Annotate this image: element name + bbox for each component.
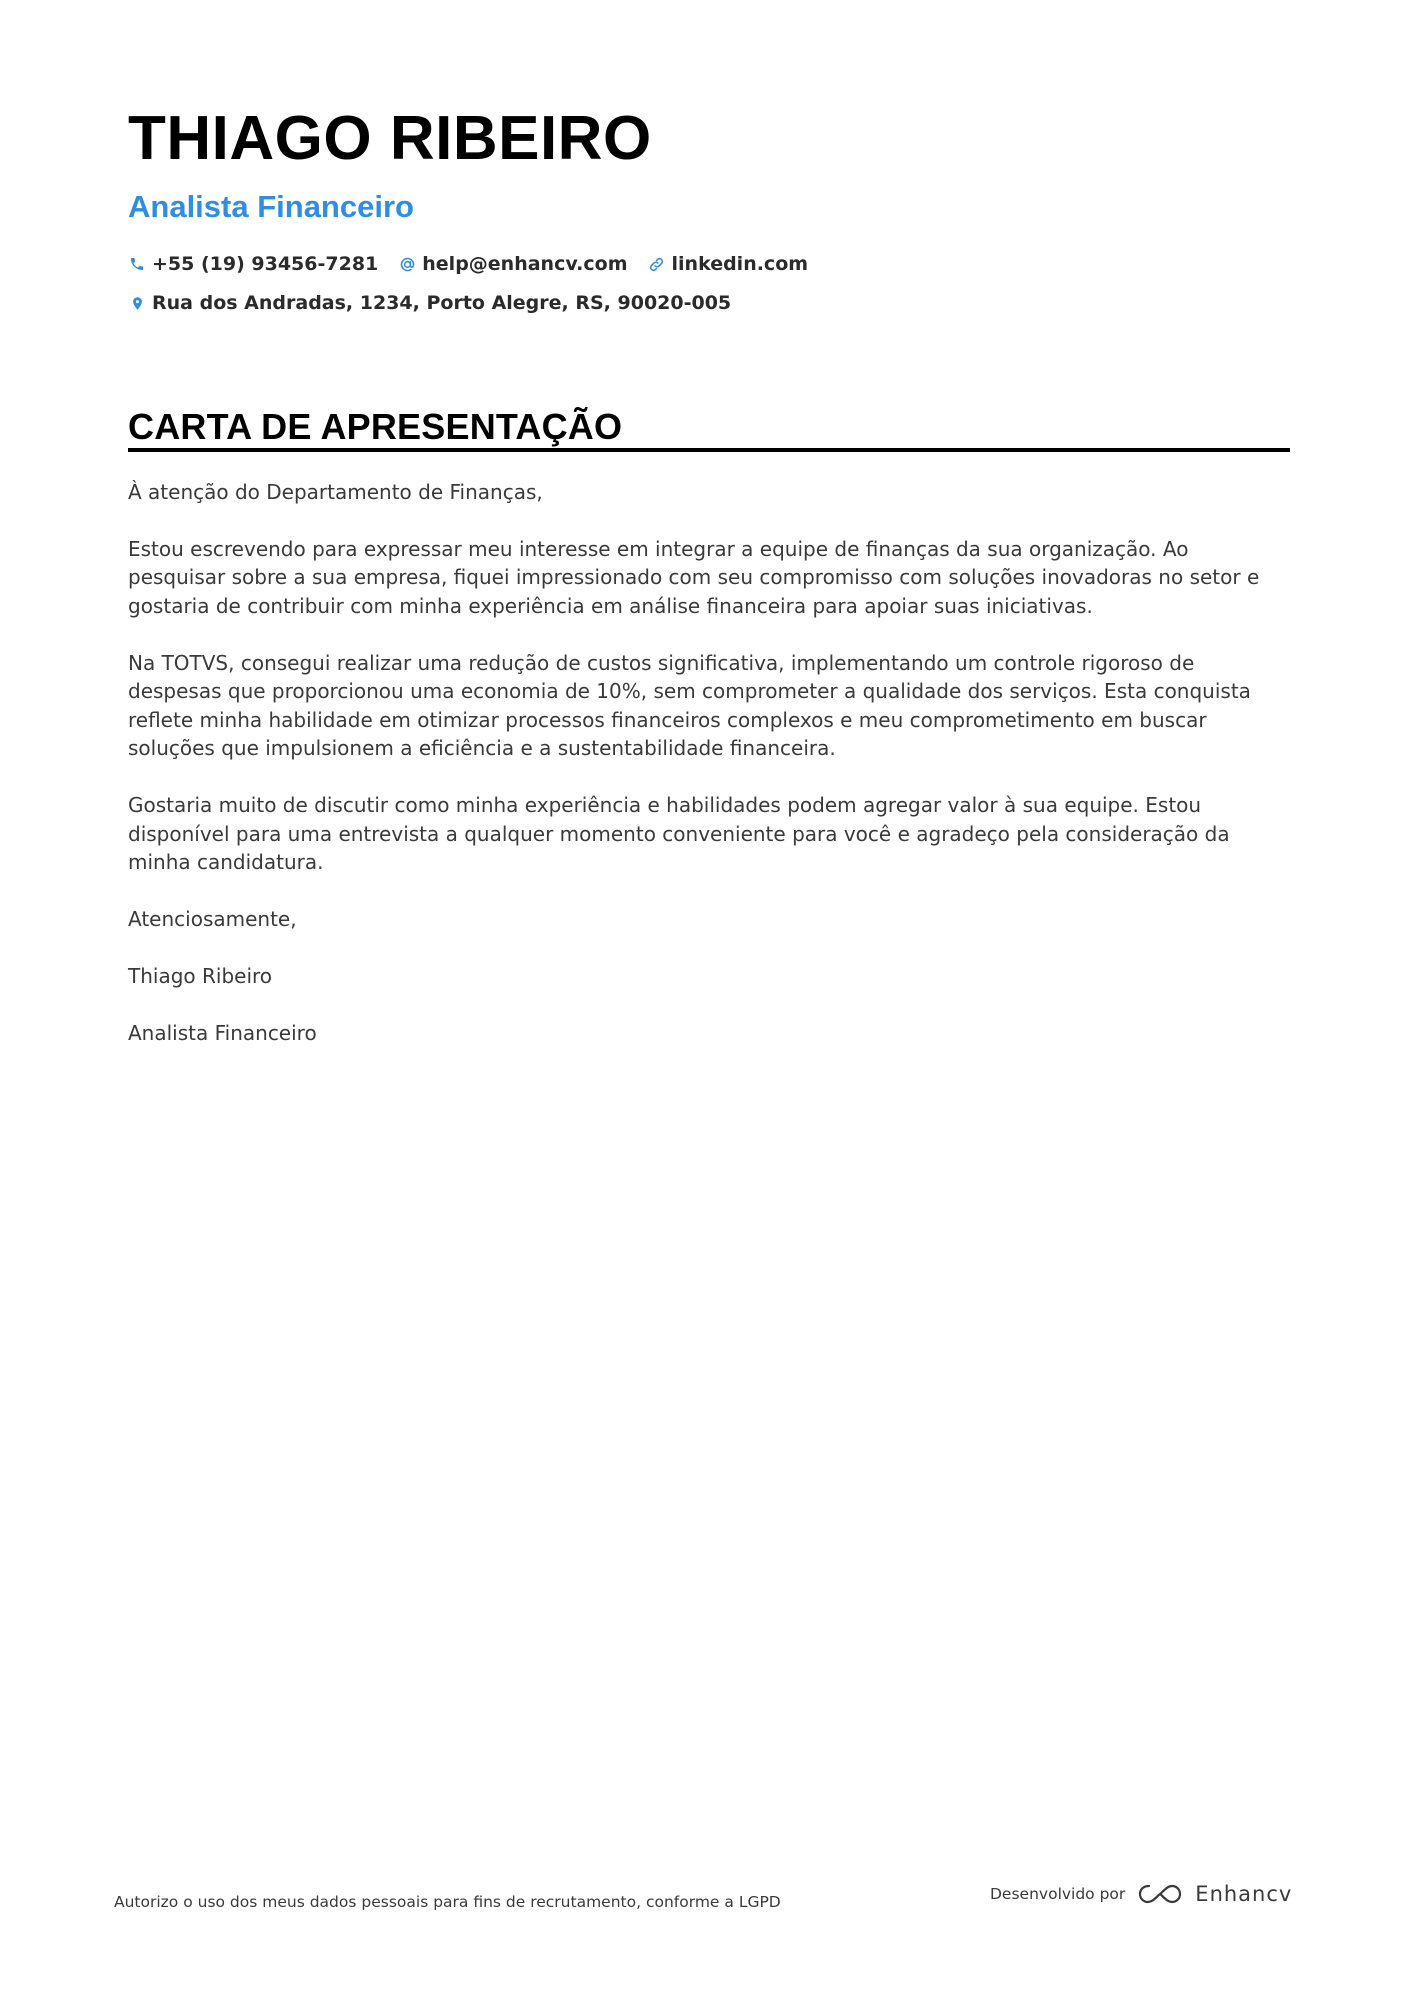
candidate-name: THIAGO RIBEIRO	[128, 104, 652, 173]
letter-closing: Atenciosamente,	[128, 907, 297, 932]
enhancv-logo[interactable]	[1137, 1882, 1292, 1906]
letter-paragraph-1: Estou escrevendo para expressar meu interesse em integrar a equipe de finanças da sua organização. Ao pesquisar sobre a sua empresa, fiquei impressionado com seu compromisso com soluções inovadoras no setor e gostaria de contribuir com minha experiência em análise financeira para apoiar suas iniciativas.	[128, 536, 1260, 618]
cover-letter-section	[128, 408, 1290, 1076]
contact-row-address	[128, 289, 1288, 317]
contact-link[interactable]	[648, 253, 809, 275]
phone-icon	[128, 255, 146, 273]
letter-paragraph-3: Gostaria muito de discutir como minha experiência e habilidades podem agregar valor à sua equipe. Estou disponível para uma entrevista a qualquer momento conveniente para você e agradeço pela consideração da minha candidatura.	[128, 793, 1230, 875]
header	[128, 104, 1288, 317]
link-icon	[648, 255, 666, 273]
at-icon	[398, 255, 416, 273]
powered-by-label: Desenvolvido por	[990, 1885, 1126, 1903]
email-text[interactable]: help@enhancv.com	[422, 253, 628, 276]
enhancv-wordmark: Enhancv	[1195, 1882, 1293, 1906]
consent-note: Autorizo o uso dos meus dados pessoais para fins de recrutamento, conforme a LGPD	[114, 1893, 781, 1911]
contact-address	[128, 292, 731, 314]
powered-by[interactable]	[990, 1882, 1292, 1906]
address-text: Rua dos Andradas, 1234, Porto Alegre, RS, 90020-005	[152, 292, 732, 315]
letter-greeting: À atenção do Departamento de Finanças,	[128, 479, 543, 504]
contact-email[interactable]	[398, 253, 627, 275]
signature-name: Thiago Ribeiro	[128, 964, 273, 989]
section-title: CARTA DE APRESENTAÇÃO	[128, 406, 623, 447]
candidate-title: Analista Financeiro	[128, 189, 414, 224]
phone-text: +55 (19) 93456-7281	[152, 253, 379, 276]
enhancv-logo-icon	[1137, 1882, 1183, 1906]
location-pin-icon	[128, 294, 146, 312]
section-divider	[128, 448, 1290, 452]
contact-info	[128, 250, 1288, 317]
letter-body	[128, 478, 1290, 1048]
contact-row-primary	[128, 250, 1288, 278]
letter-paragraph-2: Na TOTVS, consegui realizar uma redução de custos significativa, implementando um controle rigoroso de despesas que proporcionou uma economia de 10%, sem comprometer a qualidade dos serviços. Esta conquista reflete minha habilidade em otimizar processos financeiros complexos e meu comprometimento em buscar soluções que impulsionem a eficiência e a sustentabilidade financeira.	[128, 650, 1251, 761]
signature-title: Analista Financeiro	[128, 1021, 317, 1046]
contact-phone	[128, 253, 378, 275]
link-text[interactable]: linkedin.com	[671, 253, 809, 276]
